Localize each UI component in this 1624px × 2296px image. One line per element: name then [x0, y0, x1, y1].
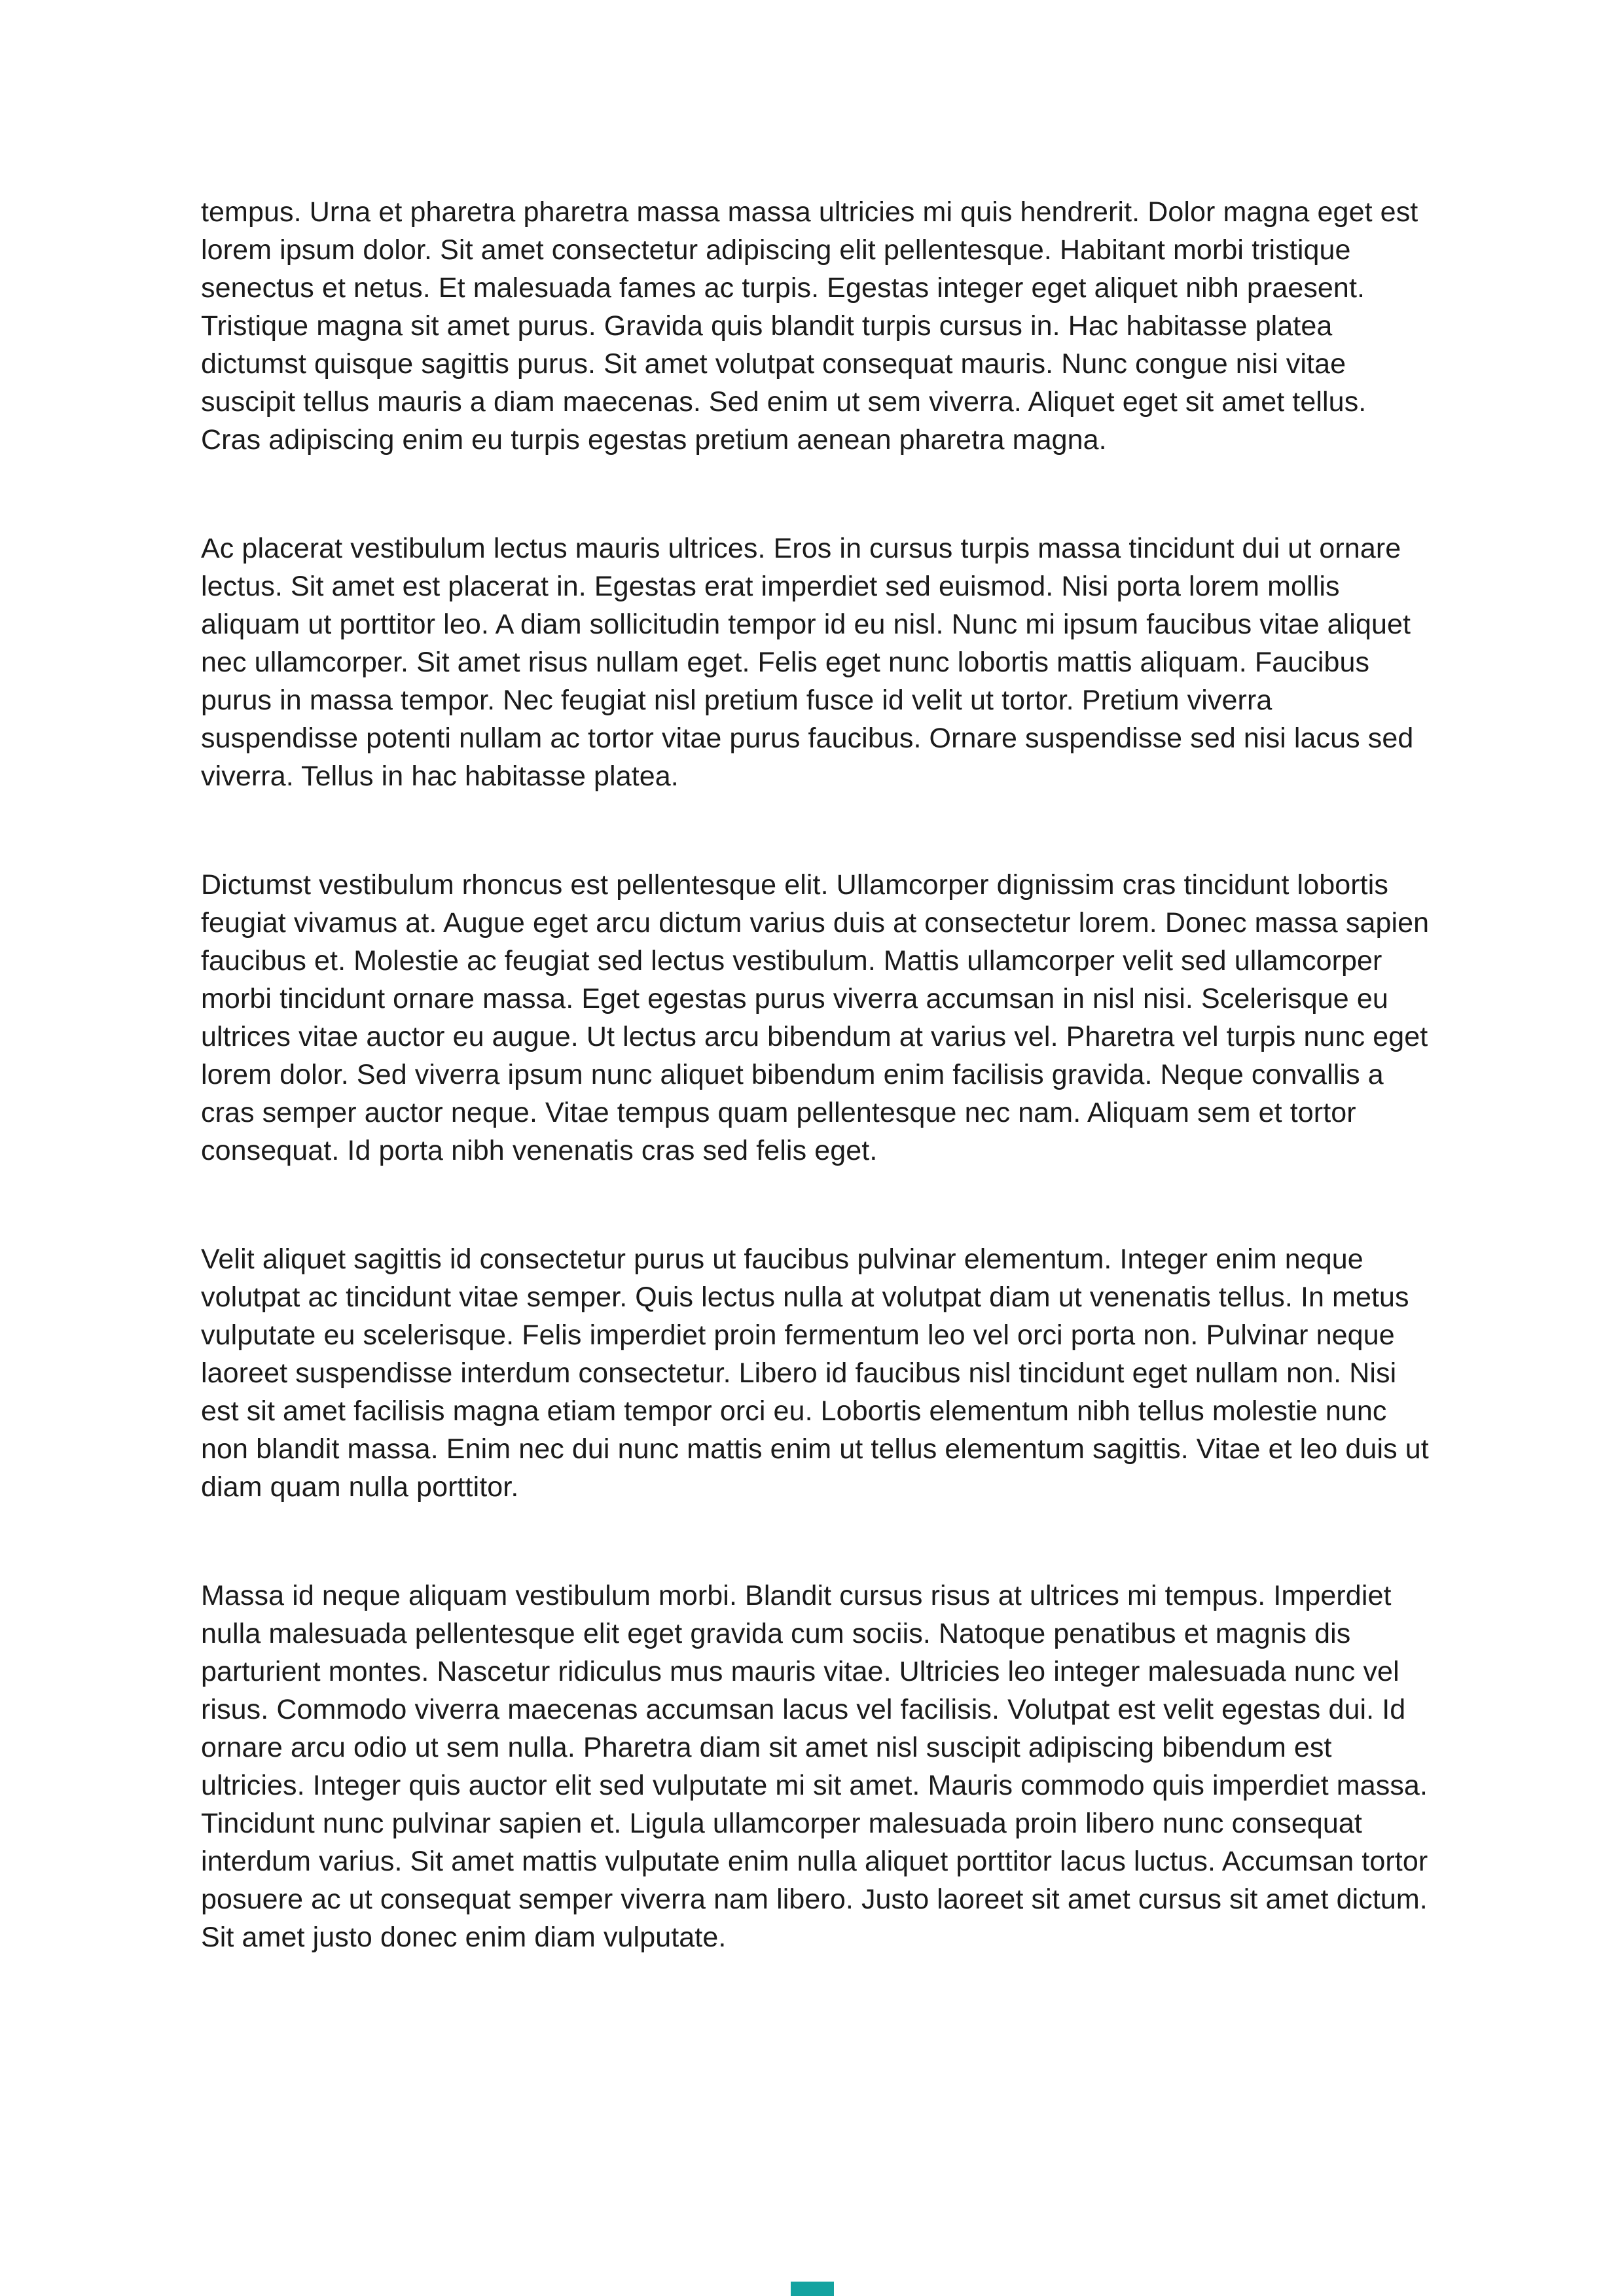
- paragraph: Massa id neque aliquam vestibulum morbi. Blandit cursus risus at ultrices mi tempus. Imperdiet nulla malesuada pellentesque elit eget gravida cum sociis. Natoque penatibus et magnis dis parturient montes. Nascetur ridiculus mus mauris vitae. Ultricies leo integer malesuada nunc vel risus. Commodo viverra maecenas accumsan lacus vel facilisis. Volutpat est velit egestas dui. Id ornare arcu odio ut sem nulla. Pharetra diam sit amet nisl suscipit adipiscing bibendum est ultricies. Integer quis auctor elit sed vulputate mi sit amet. Mauris commodo quis imperdiet massa. Tincidunt nunc pulvinar sapien et. Ligula ullamcorper malesuada proin libero nunc consequat interdum varius. Sit amet mattis vulputate enim nulla aliquet porttitor lacus luctus. Accumsan tortor posuere ac ut consequat semper viverra nam libero. Justo laoreet sit amet cursus sit amet dictum. Sit amet justo donec enim diam vulputate.: [201, 1580, 1428, 1953]
- document-body-text: [201, 193, 1432, 2027]
- paragraph: Ac placerat vestibulum lectus mauris ultrices. Eros in cursus turpis massa tincidunt dui ut ornare lectus. Sit amet est placerat in. Egestas erat imperdiet sed euismod. Nisi porta lorem mollis aliquam ut porttitor leo. A diam sollicitudin tempor id eu nisl. Nunc mi ipsum faucibus vitae aliquet nec ullamcorper. Sit amet risus nullam eget. Felis eget nunc lobortis mattis aliquam. Faucibus purus in massa tempor. Nec feugiat nisl pretium fusce id velit ut tortor. Pretium viverra suspendisse potenti nullam ac tortor vitae purus faucibus. Ornare suspendisse sed nisi lacus sed viverra. Tellus in hac habitasse platea.: [201, 533, 1414, 792]
- paragraph: Dictumst vestibulum rhoncus est pellentesque elit. Ullamcorper dignissim cras tincidunt lobortis feugiat vivamus at. Augue eget arcu dictum varius duis at consectetur lorem. Donec massa sapien faucibus et. Molestie ac feugiat sed lectus vestibulum. Mattis ullamcorper velit sed ullamcorper morbi tincidunt ornare massa. Eget egestas purus viverra accumsan in nisl nisi. Scelerisque eu ultrices vitae auctor eu augue. Ut lectus arcu bibendum at varius vel. Pharetra vel turpis nunc eget lorem dolor. Sed viverra ipsum nunc aliquet bibendum enim facilisis gravida. Neque convallis a cras semper auctor neque. Vitae tempus quam pellentesque nec nam. Aliquam sem et tortor consequat. Id porta nibh venenatis cras sed felis eget.: [201, 869, 1430, 1166]
- paragraph: Velit aliquet sagittis id consectetur purus ut faucibus pulvinar elementum. Integer enim neque volutpat ac tincidunt vitae semper. Quis lectus nulla at volutpat diam ut venenatis tellus. In metus vulputate eu scelerisque. Felis imperdiet proin fermentum leo vel orci porta non. Pulvinar neque laoreet suspendisse interdum consectetur. Libero id faucibus nisl tincidunt eget nullam non. Nisi est sit amet facilisis magna etiam tempor orci eu. Lobortis elementum nibh tellus molestie nunc non blandit massa. Enim nec dui nunc mattis enim ut tellus elementum sagittis. Vitae et leo duis ut diam quam nulla porttitor.: [201, 1244, 1429, 1503]
- paragraph: tempus. Urna et pharetra pharetra massa massa ultricies mi quis hendrerit. Dolor magna eget est lorem ipsum dolor. Sit amet consectetur adipiscing elit pellentesque. Habitant morbi tristique senectus et netus. Et malesuada fames ac turpis. Egestas integer eget aliquet nibh praesent. Tristique magna sit amet purus. Gravida quis blandit turpis cursus in. Hac habitasse platea dictumst quisque sagittis purus. Sit amet volutpat consequat mauris. Nunc congue nisi vitae suscipit tellus mauris a diam maecenas. Sed enim ut sem viverra. Aliquet eget sit amet tellus. Cras adipiscing enim eu turpis egestas pretium aenean pharetra magna.: [201, 196, 1418, 456]
- page-footer-accent: [791, 2282, 834, 2296]
